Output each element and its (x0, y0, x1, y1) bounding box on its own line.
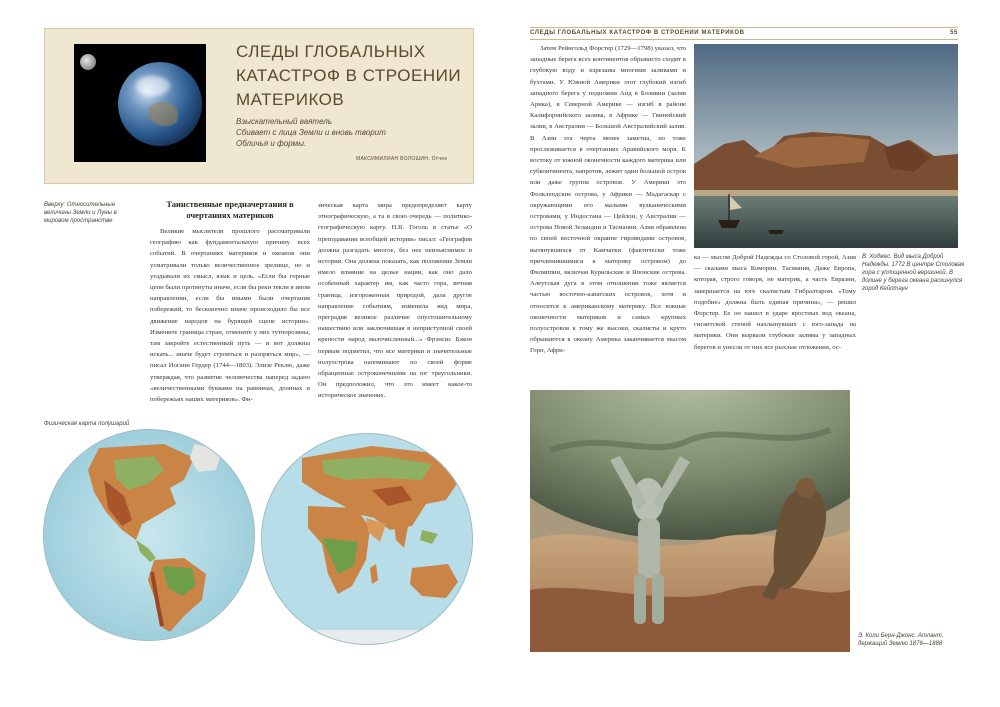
section-heading: Таинственные предначертания в очертаниях материков (166, 199, 294, 220)
epigraph-line: Взыскательный ваятель (236, 117, 332, 126)
paragraph: Великие мыслители прошлого рассматривали географию как фундаментальную причину всех событий. В очертаниях материков и океанов они усматривали только величественное зрелище, но и угадывали их смысл, язык и цель. «Если бы горные цепи были протянуты иначе, если бы реки текли в ином направлении, если бы иными были очертания побережий, то бесконечно иначе происходило бы все движение народов на бурящей сцене истории». Измените границы стран, отмените у них тутпорозвны, там закройте естественный путь — и вот должны искать... иначе будет строиться и разоряться мир», — писал Иоганн Гердер (1744—1803). Элизе Реклю, даже утверждая, что развитие человечества наперед задано «величественными буквами на равнинах, долинах и побережьях наших материков». Фи- (150, 228, 310, 404)
western-hemisphere-map (43, 429, 255, 641)
chapter-title: СЛЕДЫ ГЛОБАЛЬНЫХ КАТАСТРОФ В СТРОЕНИИ МАТЕРИКОВ (236, 42, 462, 109)
caption-map: Физическая карта полушарий (44, 421, 130, 427)
text-column-right-2 (694, 252, 856, 382)
western-hemisphere-svg (44, 430, 254, 640)
page-number: 55 (950, 30, 958, 36)
moon-image (80, 54, 96, 70)
eastern-hemisphere-svg (262, 434, 472, 644)
epigraph (236, 116, 456, 149)
text-column-left-2 (318, 200, 472, 422)
epigraph-line: Обличья и формы. (236, 139, 307, 148)
caption-earth-moon: Вверху: Относительные величины Земли и Луны в мировом пространстве (44, 202, 117, 224)
painting-atlas (530, 390, 850, 652)
running-head (530, 27, 958, 40)
eastern-hemisphere-map (261, 433, 473, 645)
running-head-title: СЛЕДЫ ГЛОБАЛЬНЫХ КАТАСТРОФ В СТРОЕНИИ МАТЕРИКОВ (530, 30, 745, 36)
caption-painting-atlas: Э. Коли Берн-Джонс. Атлант, держащий Землю 1876—1888 (858, 633, 944, 647)
paragraph: зическая карта мира предопределяет карту этнографическую, а та в свою очередь — политико-географическую карту. Н.В. Гоголь в статье «О преподавании всеобщей истории» писал: «География должна разгадать многое, без нее неизъяснимое в истории. Она должна показать, как положение Земли имело влияние на целые нации, как оно дало особенный характер им, как часто гора, вечная граница, изгороженная природой, дала другое направление событиям, изменила вид мира, преградив великое различие опустошительному нашествию или заключившая в неприступной своей крепости народ малочисленный...» Фрэнсис Бэкон первым подметил, что все материки и значительные полуострова напоминают по своей форме обращенные остроконечными на юг треугольники. Он предположил, что это имеет какое-то историческое значение. (318, 202, 472, 400)
painting-atlas-svg (530, 390, 850, 652)
epigraph-author: МАКСИМИЛИАН ВОЛОШИН. Отчее (356, 156, 448, 162)
painting-cape-of-good-hope (694, 44, 958, 248)
painting-cape-svg (694, 44, 958, 248)
earth-moon-photo (74, 44, 206, 162)
epigraph-line: Сбивает с лица Земли и вновь творит (236, 128, 386, 137)
text-column-left-1 (150, 226, 310, 422)
text-column-right-1 (530, 43, 686, 383)
paragraph: Затем Рейнгольд Форстер (1729—1798) указал, что западные берега всех континентов обрывисто сходят в глубокую воду и изрезаны многими заливами и бухтами. У Южной Америки этот глубокий изгиб западного берега у подножия Анд в Боливии (залив Арика), в Северной Америке — изгиб в районе Калифорнийского залива, в Африке — Гвинейский залив, в Австралии — Большой Австралийский залив. В Азии эта черта менее заметна, но тоже прослеживается в очертаниях Аравийского моря. К востоку от южной оконечности каждого материка или субконтинента, напротив, лежит один большой остров или даже группа островов. У Америки это Фолклендские острова, у Африки — Мадагаскар с окружающими его малыми вулканическими островами, у Индостана — Цейлон, у Австралии — острова Новой Зеландии и Тасмании. Азия обрамлена по своей восточной окраине гирляндами островов, вытянувшихся от Камчатки (фактически тоже причленившимися к материку островом) до Филиппин, включая Курильские и Японские острова. Алеутская дуга в этом отношении тоже является частью восточно-азиатских островов, хотя и относится к американскому материку. Все южные оконечности материков и самых крупных полуостровов к тому же высоки, скалисты и круто обрываются к океану Америка заканчивается мысом Горн, Афри- (530, 45, 686, 355)
paragraph: ка — мысом Доброй Надежды со Столовой горой, Азия — скалами мыса Коморин. Тасмания, Даже Европа, которая, строго говоря, не материк, а часть Евразии, завершается на юге скалистым Гибралтаром. «Тому подобие» должна быть единая причина», — решил Форстер. Ее он нашел в ударе яростных вод океана, гигантской стеной нахлынувших с юго-запада на материки. Они вырвали глубокие заливы у западных берегов и унесли от них все рыхлые отложения, ос- (694, 254, 856, 351)
caption-painting-cape: В. Ходжес. Вид мыса Доброй Надежды. 1772 В центре Столовая гора с уплощенной вершиной. В долине у берега океана раскинулся город Кейптаун (862, 254, 965, 292)
earth-image (118, 62, 202, 146)
